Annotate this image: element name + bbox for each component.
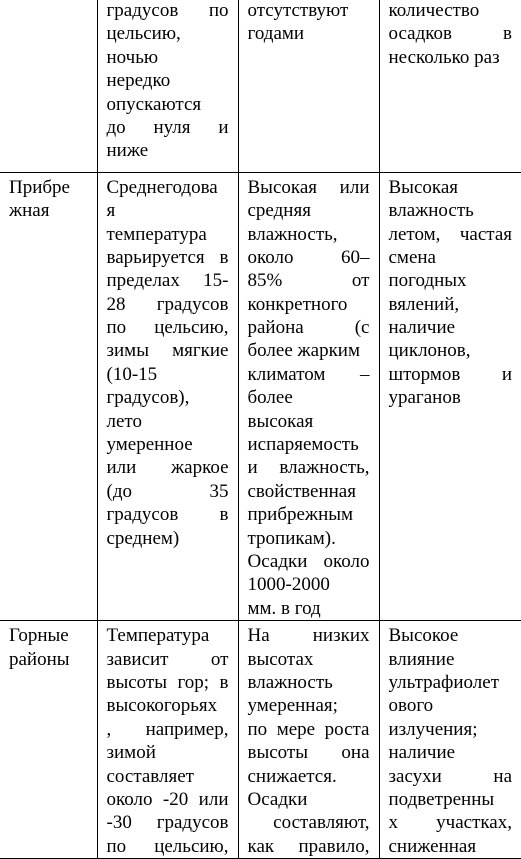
cell-text-line: 1000-2000 xyxy=(247,574,330,596)
cell-text-line: средняя xyxy=(247,200,311,222)
cell-text-line: -30 градусов xyxy=(106,812,229,834)
cell-text-line: цельсию, xyxy=(106,23,181,45)
cell-text-line: по мере роста xyxy=(247,718,370,740)
cell-text-line: по цельсию, xyxy=(106,317,229,339)
cell-text-line: высоты гор; в xyxy=(106,671,229,693)
cell-text-line: штормов и xyxy=(388,363,512,385)
cell-text-line: свойственная xyxy=(247,480,356,502)
cell-text-line: осадков в xyxy=(388,23,512,45)
cell-text-line: составляют, xyxy=(273,812,370,834)
cell-text-line: нередко xyxy=(106,70,171,92)
cell-text-line: конкретного xyxy=(247,293,348,315)
cell-text-line: лето xyxy=(106,410,142,432)
cell-text-line: высокая xyxy=(247,410,314,432)
cell-text-line: вялений, xyxy=(388,293,460,315)
cell-text-line: влажность, xyxy=(247,223,338,245)
cell-text-line: более xyxy=(247,387,293,409)
cell-text-line: более жарким xyxy=(247,340,360,362)
cell-text-line: или жаркое xyxy=(106,457,229,479)
cell-text-line: Осадки xyxy=(247,788,308,810)
cell-text-line: влияние xyxy=(388,648,455,670)
table-row xyxy=(0,172,521,620)
cell-text-line: отсутствуют xyxy=(247,0,349,21)
cell-text-line: На низких xyxy=(247,625,370,647)
cell-text-line: снижается. xyxy=(247,765,337,787)
cell-text-line: Прибре xyxy=(9,176,70,198)
cell-text-line: температура xyxy=(106,223,207,245)
cell-text-line: среднем) xyxy=(106,527,180,549)
cell-text-line: градусов), xyxy=(106,387,190,409)
cell-text-line: умеренное xyxy=(106,434,193,456)
cell-humidity xyxy=(238,0,379,172)
cell-text-line: (до 35 xyxy=(106,480,229,502)
cell-temperature xyxy=(97,621,238,859)
cell-text-line: Высокая xyxy=(388,176,458,198)
cell-text-line: зависит от xyxy=(106,648,229,670)
cell-text-line: влажность xyxy=(247,671,333,693)
cell-text-line: умеренная; xyxy=(247,695,338,717)
cell-region xyxy=(0,0,97,172)
cell-text-line: испаряемость xyxy=(247,434,359,456)
cell-text-line: пределах 15- xyxy=(106,270,229,292)
cell-text-line: около 60– xyxy=(247,246,370,268)
cell-text-line: и влажность, xyxy=(247,457,370,479)
cell-text-line: жная xyxy=(9,200,50,222)
cell-region xyxy=(0,172,97,620)
cell-text-line: влажность xyxy=(388,200,474,222)
cell-text-line: ультрафиолет xyxy=(388,671,500,693)
cell-text-line: до нуля и xyxy=(106,116,229,138)
cell-region xyxy=(0,621,97,859)
table-row xyxy=(0,0,521,172)
cell-text-line: по цельсию, xyxy=(106,835,229,857)
cell-text-line: наличие xyxy=(388,317,456,339)
cell-text-line: Высокая или xyxy=(247,176,370,198)
cell-text-line: ниже xyxy=(106,140,149,162)
cell-text-line: зимы мягкие xyxy=(106,340,229,362)
cell-text-line: составляет xyxy=(106,765,194,787)
cell-text-line: Высокое xyxy=(388,625,459,647)
cell-text-line: варьируется в xyxy=(106,246,229,268)
cell-text-line: около -20 или xyxy=(106,788,229,810)
cell-text-line: высокогорьях xyxy=(106,695,218,717)
cell-text-line: 28 градусов xyxy=(106,293,229,315)
cell-text-line: ночью xyxy=(106,46,159,68)
cell-text-line: наличие xyxy=(388,742,456,764)
cell-text-line: летом, частая xyxy=(388,223,512,245)
cell-text-line: градусов по xyxy=(106,0,229,21)
cell-text-line: несколько раз xyxy=(388,46,500,68)
cell-text-line: ового xyxy=(388,695,434,717)
cell-text-line: излучения; xyxy=(388,718,478,740)
cell-text-line: , например, xyxy=(106,718,229,740)
cell-text-line: количество xyxy=(388,0,480,21)
cell-text-line: засухи на xyxy=(388,765,512,787)
cell-text-line: ураганов xyxy=(388,387,461,409)
cell-text-line: х участках, xyxy=(388,812,512,834)
cell-text-line: я xyxy=(106,200,116,222)
cell-text-line: годами xyxy=(247,23,305,45)
cell-text-line: градусов в xyxy=(106,504,229,526)
cell-text-line: Температура xyxy=(106,625,210,647)
cell-text-line: как правило, xyxy=(247,835,370,857)
cell-text-line: высоты она xyxy=(247,742,370,764)
table-row xyxy=(0,621,521,859)
cell-text-line: прибрежным xyxy=(247,504,354,526)
cell-text-line: (10-15 xyxy=(106,363,158,385)
cell-text-line: смена xyxy=(388,246,436,268)
cell-text-line: сниженная xyxy=(388,835,477,857)
cell-text-line: Среднегодова xyxy=(106,176,218,198)
cell-text-line: опускаются xyxy=(106,93,202,115)
cell-features xyxy=(379,0,521,172)
cell-humidity xyxy=(238,172,379,620)
cell-humidity xyxy=(238,621,379,859)
cell-temperature xyxy=(97,172,238,620)
cell-text-line: подветренны xyxy=(388,788,495,810)
cell-text-line: мм. в год xyxy=(247,597,321,619)
cell-text-line: районы xyxy=(9,648,70,670)
cell-text-line: района (с xyxy=(247,317,370,339)
cell-text-line: климатом – xyxy=(247,363,370,385)
cell-text-line: 85% от xyxy=(247,270,370,292)
cell-features xyxy=(379,172,521,620)
cell-text-line: погодных xyxy=(388,270,467,292)
cell-text-line: зимой xyxy=(106,742,156,764)
cell-text-line: Горные xyxy=(9,625,69,647)
cell-features xyxy=(379,621,521,859)
cell-text-line: циклонов, xyxy=(388,340,471,362)
cell-text-line: Осадки около xyxy=(247,550,370,572)
cell-temperature xyxy=(97,0,238,172)
cell-text-line: тропикам). xyxy=(247,527,336,549)
cell-text-line: высотах xyxy=(247,648,314,670)
